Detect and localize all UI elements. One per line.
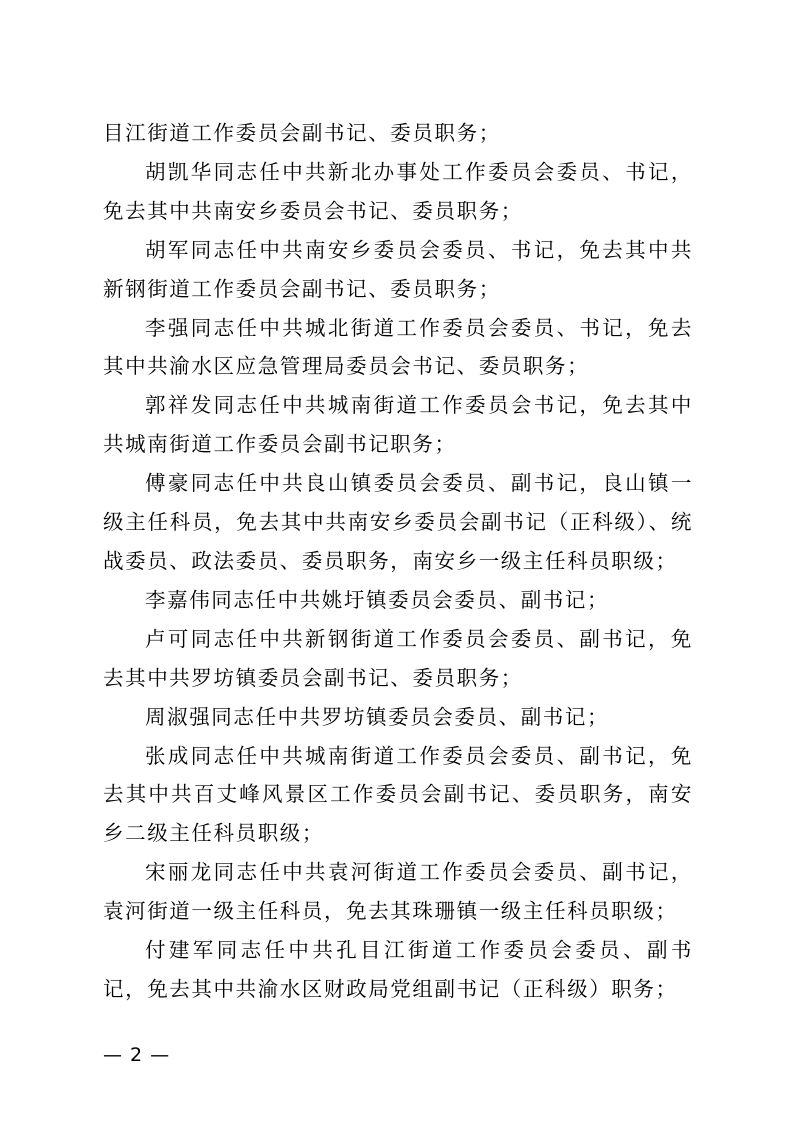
paragraph-11: 宋丽龙同志任中共袁河街道工作委员会委员、副书记，袁河街道一级主任科员，免去其珠珊镇一级主任科员职级；	[103, 860, 693, 924]
document-body	[103, 114, 693, 1009]
paragraph-7: 李嘉伟同志任中共姚圩镇委员会委员、副书记；	[145, 587, 610, 612]
paragraph-10: 张成同志任中共城南街道工作委员会委员、副书记，免去其中共百丈峰风景区工作委员会副书记、委员职务，南安乡二级主任科员职级；	[103, 743, 693, 846]
paragraph-6: 傅豪同志任中共良山镇委员会委员、副书记，良山镇一级主任科员，免去其中共南安乡委员会副书记（正科级）、统战委员、政法委员、委员职务，南安乡一级主任科员职级；	[103, 471, 693, 573]
paragraph-4: 李强同志任中共城北街道工作委员会委员、书记，免去其中共渝水区应急管理局委员会书记、委员职务；	[103, 315, 693, 379]
paragraph-9: 周淑强同志任中共罗坊镇委员会委员、副书记；	[145, 704, 610, 729]
paragraph-3: 胡军同志任中共南安乡委员会委员、书记，免去其中共新钢街道工作委员会副书记、委员职务；	[103, 237, 693, 301]
paragraph-8: 卢可同志任中共新钢街道工作委员会委员、副书记，免去其中共罗坊镇委员会副书记、委员职务；	[103, 626, 693, 690]
paragraph-1: 目江街道工作委员会副书记、委员职务；	[103, 121, 501, 145]
page-number: — 2 —	[103, 1044, 171, 1066]
paragraph-12: 付建军同志任中共孔目江街道工作委员会委员、副书记，免去其中共渝水区财政局党组副书记（正科级）职务；	[103, 938, 693, 1001]
paragraph-2: 胡凯华同志任中共新北办事处工作委员会委员、书记，免去其中共南安乡委员会书记、委员职务；	[103, 159, 693, 223]
paragraph-5: 郭祥发同志任中共城南街道工作委员会书记，免去其中共城南街道工作委员会副书记职务；	[103, 393, 693, 457]
